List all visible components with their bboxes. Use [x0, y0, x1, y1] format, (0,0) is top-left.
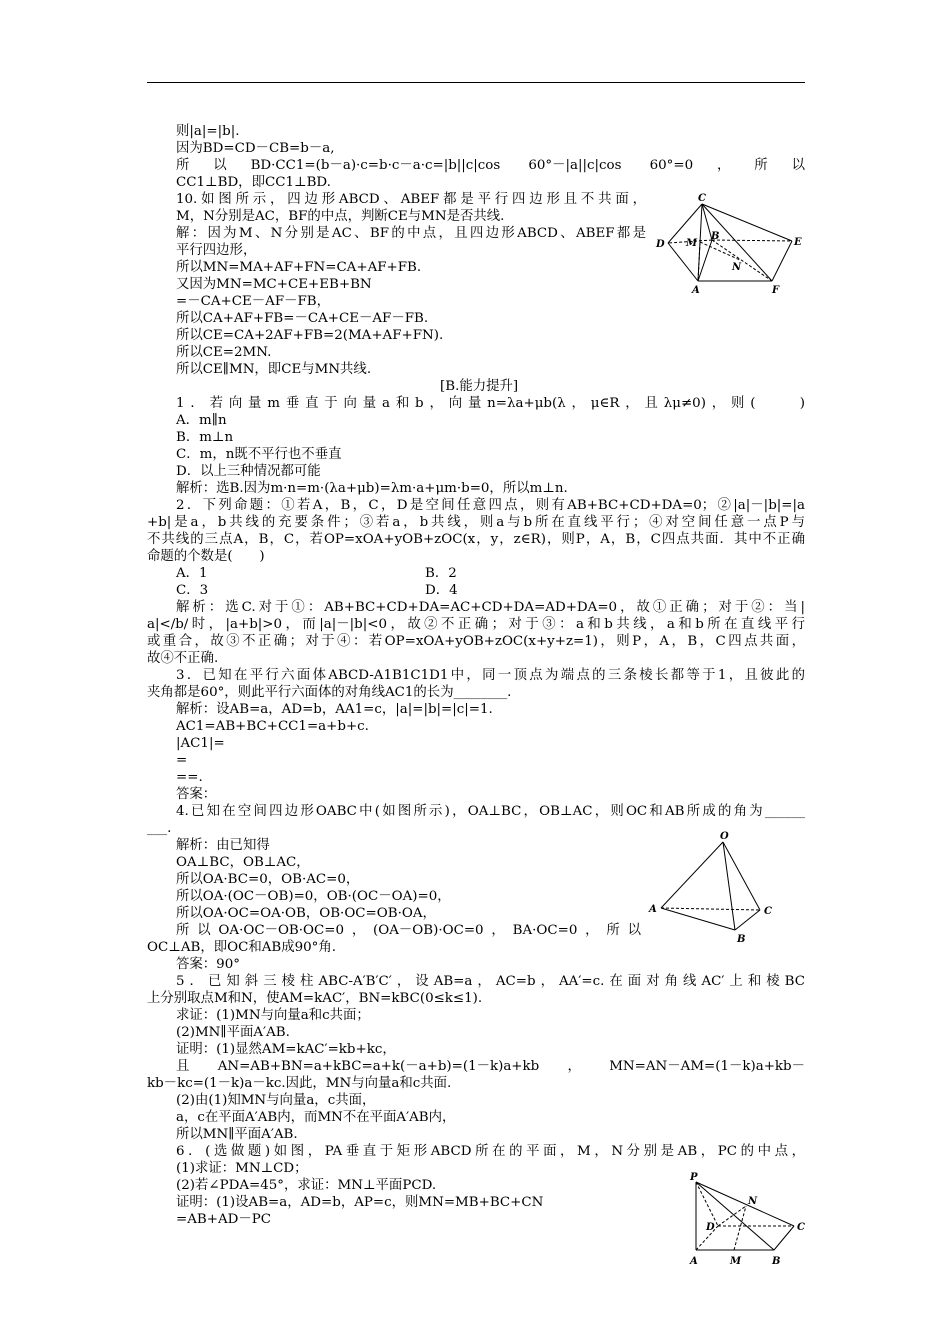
text-line: 5．已知斜三棱柱ABC-A′B′C′，设AB=a，AC=b，AA′=c.在面对角线AC′上和棱BC — [176, 974, 805, 989]
text-line: CC1⊥BD，即CC1⊥BD. — [176, 175, 331, 190]
svg-text:M: M — [686, 238, 698, 249]
text-line: C．3 — [176, 583, 209, 598]
svg-text:A: A — [692, 285, 700, 296]
text-line: 所以MN=MA+AF+FN=CA+AF+FB. — [176, 260, 422, 275]
text-line: ___. — [147, 821, 172, 836]
text-line: 命题的个数是( ) — [147, 549, 265, 564]
svg-text:F: F — [772, 285, 780, 296]
text-line: 2．下列命题：①若A，B，C，D是空间任意四点，则有AB+BC+CD+DA=0；②|a|－|b|=|a — [176, 498, 805, 513]
header-rule — [147, 82, 805, 83]
text-line: 解析：由已知得 — [176, 838, 270, 853]
svg-text:B: B — [772, 1256, 781, 1267]
text-line: OC⊥AB，即OC和AB成90°角. — [147, 940, 337, 955]
svg-text:C: C — [764, 906, 772, 917]
text-line: M，N分别是AC，BF的中点，判断CE与MN是否共线. — [176, 209, 505, 224]
text-line: A．m∥n — [176, 413, 227, 428]
text-line: 10.如图所示，四边形ABCD、ABEF都是平行四边形且不共面， — [176, 192, 646, 207]
text-line: 解：因为M、N分别是AC、BF的中点，且四边形ABCD、ABEF都是 — [176, 226, 646, 241]
text-line: a|</b/时，|a+b|>0，而|a|－|b|<0，故②不正确；对于③：a和b共线，a和b所在直线平行 — [147, 617, 805, 632]
text-line: ==. — [176, 770, 203, 785]
text-line: 求证：(1)MN与向量a和c共面； — [176, 1008, 370, 1023]
text-line: 所以OA·OC=OA·OB，OB·OC=OB·OA， — [176, 906, 436, 921]
pyramid-figure — [682, 1170, 812, 1270]
text-line: 6．(选做题)如图，PA垂直于矩形ABCD所在的平面，M，N分别是AB，PC的中点， — [176, 1144, 805, 1159]
svg-text:D: D — [706, 1222, 715, 1233]
text-line: 所以OA·BC=0，OB·AC=0， — [176, 872, 360, 887]
text-line: AC1=AB+BC+CC1=a+b+c. — [176, 719, 369, 734]
text-line: 所以OA·(OC－OB)=0，OB·(OC－OA)=0， — [176, 889, 451, 904]
text-line: 所以MN∥平面A′AB. — [176, 1127, 298, 1142]
text-line: (2)由(1)知MN与向量a，c共面， — [176, 1093, 376, 1108]
svg-text:O: O — [720, 831, 729, 842]
svg-text:A: A — [690, 1256, 698, 1267]
svg-text:E: E — [794, 237, 802, 248]
svg-text:M: M — [730, 1256, 742, 1267]
text-line: D．4 — [425, 583, 458, 598]
svg-text:B: B — [737, 934, 746, 945]
text-line: kb－kc=(1－k)a－kc.因此，MN与向量a和c共面. — [147, 1076, 452, 1091]
text-line: 解析：选C.对于①：AB+BC+CD+DA=AC+CD+DA=AD+DA=0，故①正确；对于②：当| — [176, 600, 805, 615]
text-line: (2)若∠PDA=45°，求证：MN⊥平面PCD. — [176, 1178, 437, 1193]
text-line: 解析：选B.因为m·n=m·(λa+μb)=λm·a+μm·b=0，所以m⊥n. — [176, 481, 568, 496]
tetrahedron-figure — [645, 830, 785, 950]
text-line: C．m，n既不平行也不垂直 — [176, 447, 342, 462]
svg-text:N: N — [732, 262, 742, 273]
svg-text:P: P — [690, 1172, 698, 1183]
text-line: 答案：90° — [176, 957, 240, 972]
text-line: 答案： — [176, 787, 217, 802]
svg-text:C: C — [698, 193, 706, 204]
text-line: 1．若向量m垂直于向量a和b，向量n=λa+μb(λ，μ∈R，且λμ≠0)，则( ) — [176, 396, 805, 411]
text-line: 证明：(1)设AB=a，AD=b，AP=c，则MN=MB+BC+CN — [176, 1195, 544, 1210]
text-line: 所以CA+AF+FB=－CA+CE－AF－FB. — [176, 311, 429, 326]
text-line: a，c在平面A′AB内，而MN不在平面A′AB内， — [176, 1110, 456, 1125]
svg-text:B: B — [711, 231, 720, 242]
text-line: 解析：设AB=a，AD=b，AA1=c，|a|=|b|=|c|=1. — [176, 702, 493, 717]
text-line: A．1 — [176, 566, 208, 581]
text-line: 因为BD=CD－CB=b－a, — [176, 141, 335, 156]
text-line: 所以CE=2MN. — [176, 345, 272, 360]
text-line: 所以CE∥MN，即CE与MN共线. — [176, 362, 372, 377]
text-line: 证明：(1)显然AM=kAC′=kb+kc， — [176, 1042, 396, 1057]
text-line: =－CA+CE－AF－FB， — [176, 294, 331, 309]
text-line: OA⊥BC，OB⊥AC， — [176, 855, 310, 870]
text-line: =AB+AD－PC — [176, 1212, 272, 1227]
text-line: 则|a|=|b|. — [176, 124, 240, 139]
text-line: 所以BD·CC1=(b－a)·c=b·c－a·c=|b||c|cos 60°－|a||c|cos 60°=0，所以 — [176, 158, 805, 173]
text-line: B．m⊥n — [176, 430, 234, 445]
text-line: 不共线的三点A，B，C，若OP=xOA+yOB+zOC(x，y，z∈R)，则P，A，B，C四点共面．其中不正确 — [147, 532, 805, 547]
text-line: 故④不正确. — [147, 651, 219, 666]
text-line: 且AN=AB+BN=a+kBC=a+k(－a+b)=(1－k)a+kb，MN=AN－AM=(1－k)a+kb－ — [176, 1059, 805, 1074]
text-line: 3．已知在平行六面体ABCD-A1B1C1D1中，同一顶点为端点的三条棱长都等于1，且彼此的 — [176, 668, 805, 683]
text-line: 或重合，故③不正确；对于④：若OP=xOA+yOB+zOC(x+y+z=1)，则P，A，B，C四点共面， — [147, 634, 805, 649]
text-line: D．以上三种情况都可能 — [176, 464, 321, 479]
svg-text:A: A — [649, 904, 657, 915]
text-line: (1)求证：MN⊥CD； — [176, 1161, 308, 1176]
text-line: (2)MN∥平面A′AB. — [176, 1025, 290, 1040]
text-line: 又因为MN=MC+CE+EB+BN — [176, 277, 372, 292]
text-line: 4.已知在空间四边形OABC中(如图所示)，OA⊥BC，OB⊥AC，则OC和AB所成的角为______ — [176, 804, 805, 819]
text-line: 夹角都是60°，则此平行六面体的对角线AC1的长为________. — [147, 685, 512, 700]
parallelogram-figure — [652, 192, 807, 296]
text-line: 上分别取点M和N，使AM=kAC′，BN=kBC(0≤k≤1). — [147, 991, 483, 1006]
text-line: 所以CE=CA+2AF+FB=2(MA+AF+FN). — [176, 328, 444, 343]
svg-text:D: D — [656, 239, 665, 250]
text-line: 平行四边形， — [176, 243, 257, 258]
text-line: 所以OA·OC－OB·OC=0，(OA－OB)·OC=0，BA·OC=0，所以 — [176, 923, 641, 938]
section-heading: [B.能力提升] — [440, 379, 519, 394]
text-line: +b|是a，b共线的充要条件；③若a，b共线，则a与b所在直线平行；④对空间任意一点P与 — [147, 515, 805, 530]
svg-text:C: C — [797, 1222, 805, 1233]
text-line: |AC1|= — [176, 736, 225, 751]
svg-text:N: N — [748, 1196, 758, 1207]
text-line: = — [176, 753, 188, 768]
text-line: B．2 — [425, 566, 457, 581]
